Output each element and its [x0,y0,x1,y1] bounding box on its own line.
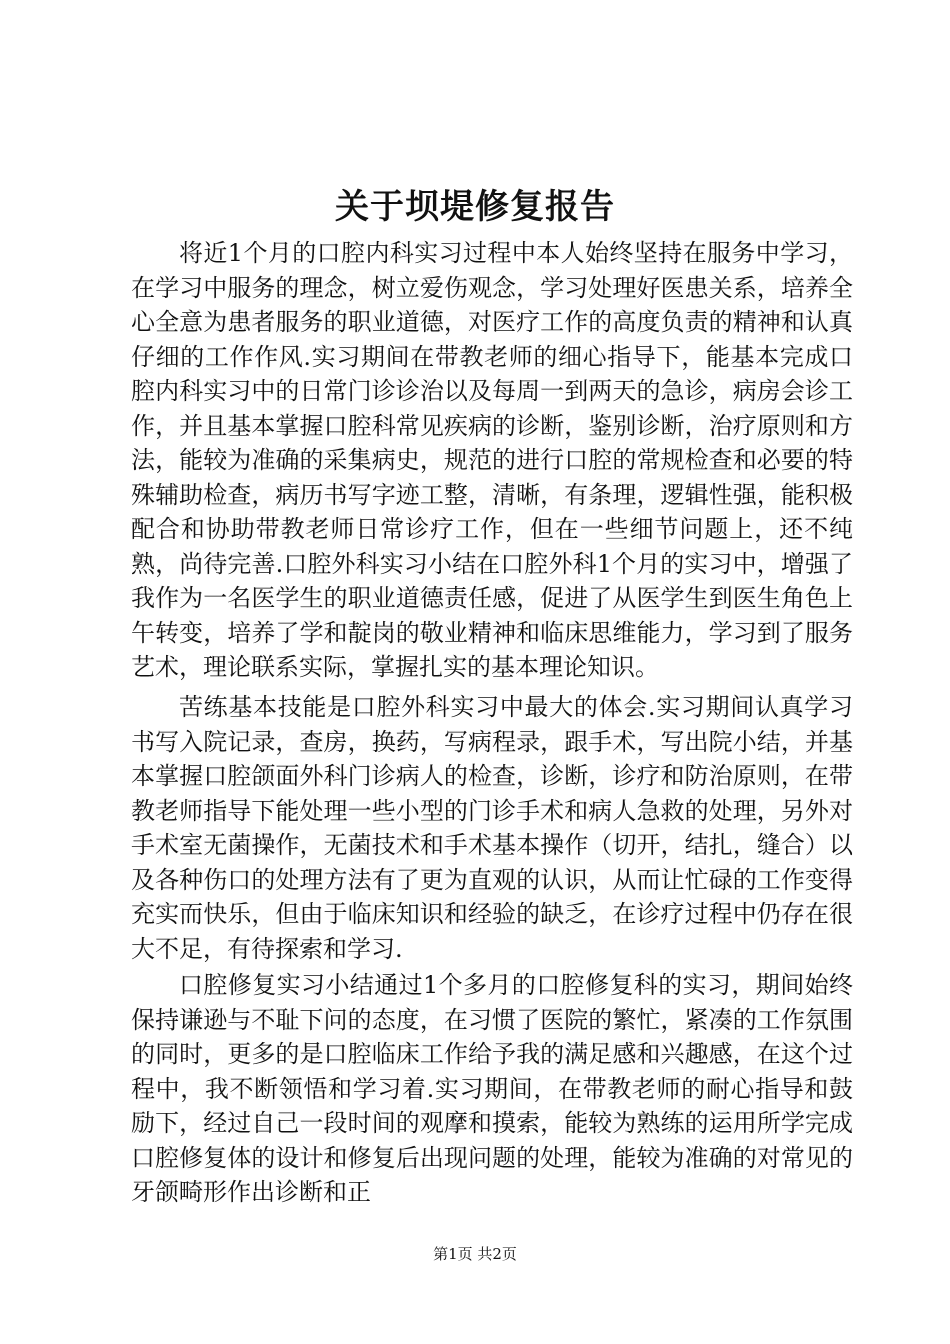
body-paragraph-1: 将近1个月的口腔内科实习过程中本人始终坚持在服务中学习，在学习中服务的理念，树立爱伤观念，学习处理好医患关系，培养全心全意为患者服务的职业道德，对医疗工作的高度负责的精神和认真仔细的工作作风.实习期间在带教老师的细心指导下，能基本完成口腔内科实习中的日常门诊诊治以及每周一到两天的急诊，病房会诊工作，并且基本掌握口腔科常见疾病的诊断，鉴别诊断，治疗原则和方法，能较为准确的采集病史，规范的进行口腔的常规检查和必要的特殊辅助检查，病历书写字迹工整，清晰，有条理，逻辑性强，能积极配合和协助带教老师日常诊疗工作，但在一些细节问题上，还不纯熟，尚待完善.口腔外科实习小结在口腔外科1个月的实习中，增强了我作为一名医学生的职业道德责任感，促进了从医学生到医生角色上午转变，培养了学和靛岗的敬业精神和临床思维能力，学习到了服务艺术，理论联系实际，掌握扎实的基本理论知识。 [131,239,853,681]
page-footer: 第1页 共2页 [433,1245,517,1263]
body-paragraph-2: 苦练基本技能是口腔外科实习中最大的体会.实习期间认真学习书写入院记录，查房，换药，写病程录，跟手术，写出院小结，并基本掌握口腔颌面外科门诊病人的检查，诊断，诊疗和防治原则，在带教老师指导下能处理一些小型的门诊手术和病人急救的处理，另外对手术室无菌操作，无菌技术和手术基本操作（切开，结扎，缝合）以及各种伤口的处理方法有了更为直观的认识，从而让忙碌的工作变得充实而快乐，但由于临床知识和经验的缺乏，在诊疗过程中仍存在很大不足，有待探索和学习. [131,693,853,963]
body-paragraph-3: 口腔修复实习小结通过1个多月的口腔修复科的实习，期间始终保持谦逊与不耻下问的态度，在习惯了医院的繁忙，紧凑的工作氛围的同时，更多的是口腔临床工作给予我的满足感和兴趣感，在这个过程中，我不断领悟和学习着.实习期间，在带教老师的耐心指导和鼓励下，经过自己一段时间的观摩和摸索，能较为熟练的运用所学完成口腔修复体的设计和修复后出现问题的处理，能较为准确的对常见的牙颌畸形作出诊断和正 [131,971,853,1206]
page-title: 关于坝堤修复报告 [335,187,615,227]
